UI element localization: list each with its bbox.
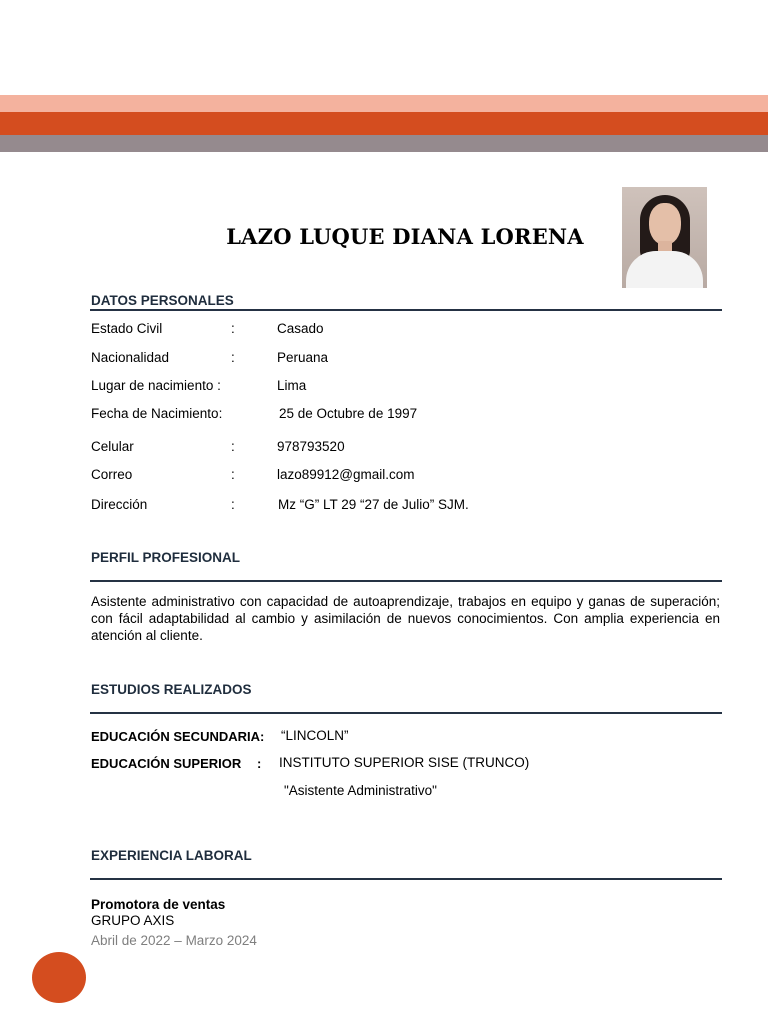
birthplace-label: Lugar de nacimiento :	[91, 378, 221, 393]
secondary-education-value: “LINCOLN”	[281, 728, 349, 743]
civil-status-colon: :	[231, 321, 235, 336]
profile-photo	[622, 187, 707, 288]
email-value[interactable]: lazo89912@gmail.com	[277, 467, 415, 482]
photo-face	[649, 203, 681, 245]
header-band-light	[0, 95, 768, 112]
section-rule-personal	[90, 309, 722, 311]
section-rule-studies	[90, 712, 722, 714]
higher-education-value: INSTITUTO SUPERIOR SISE (TRUNCO)	[279, 755, 530, 770]
profile-paragraph: Asistente administrativo con capacidad de autoaprendizaje, trabajos en equipo y ganas de superación; con fácil adaptabilidad al cambio y asimilación de nuevos conocimientos. Con amplia experiencia en atención al cliente.	[91, 594, 720, 643]
higher-education-label: EDUCACIÓN SUPERIOR	[91, 756, 242, 771]
section-title-studies: ESTUDIOS REALIZADOS	[91, 682, 252, 697]
email-colon: :	[231, 467, 235, 482]
photo-shirt	[626, 251, 703, 288]
nationality-value: Peruana	[277, 350, 329, 365]
job-company: GRUPO AXIS	[91, 913, 175, 928]
nationality-label: Nacionalidad	[91, 350, 170, 365]
header-band-gray	[0, 135, 768, 152]
decorative-circle	[32, 952, 86, 1003]
address-label: Dirección	[91, 497, 148, 512]
section-title-experience: EXPERIENCIA LABORAL	[91, 848, 252, 863]
header-band-accent	[0, 112, 768, 135]
section-rule-experience	[90, 878, 722, 880]
phone-value: 978793520	[277, 439, 345, 454]
higher-education-career: "Asistente Administrativo"	[284, 783, 437, 798]
secondary-education-label: EDUCACIÓN SECUNDARIA:	[91, 729, 265, 744]
candidate-name: LAZO LUQUE DIANA LORENA	[226, 224, 584, 249]
section-title-profile: PERFIL PROFESIONAL	[91, 550, 241, 565]
address-value: Mz “G” LT 29 “27 de Julio” SJM.	[278, 497, 469, 512]
job-dates: Abril de 2022 – Marzo 2024	[91, 933, 257, 948]
address-colon: :	[231, 497, 235, 512]
birthplace-value: Lima	[277, 378, 307, 393]
civil-status-value: Casado	[277, 321, 324, 336]
civil-status-label: Estado Civil	[91, 321, 163, 336]
email-label: Correo	[91, 467, 133, 482]
birthdate-label: Fecha de Nacimiento:	[91, 406, 223, 421]
section-title-personal: DATOS PERSONALES	[91, 293, 234, 308]
nationality-colon: :	[231, 350, 235, 365]
phone-label: Celular	[91, 439, 134, 454]
higher-education-colon: :	[257, 756, 262, 771]
section-rule-profile	[90, 580, 722, 582]
job-title: Promotora de ventas	[91, 897, 226, 912]
birthdate-value: 25 de Octubre de 1997	[279, 406, 418, 421]
phone-colon: :	[231, 439, 235, 454]
